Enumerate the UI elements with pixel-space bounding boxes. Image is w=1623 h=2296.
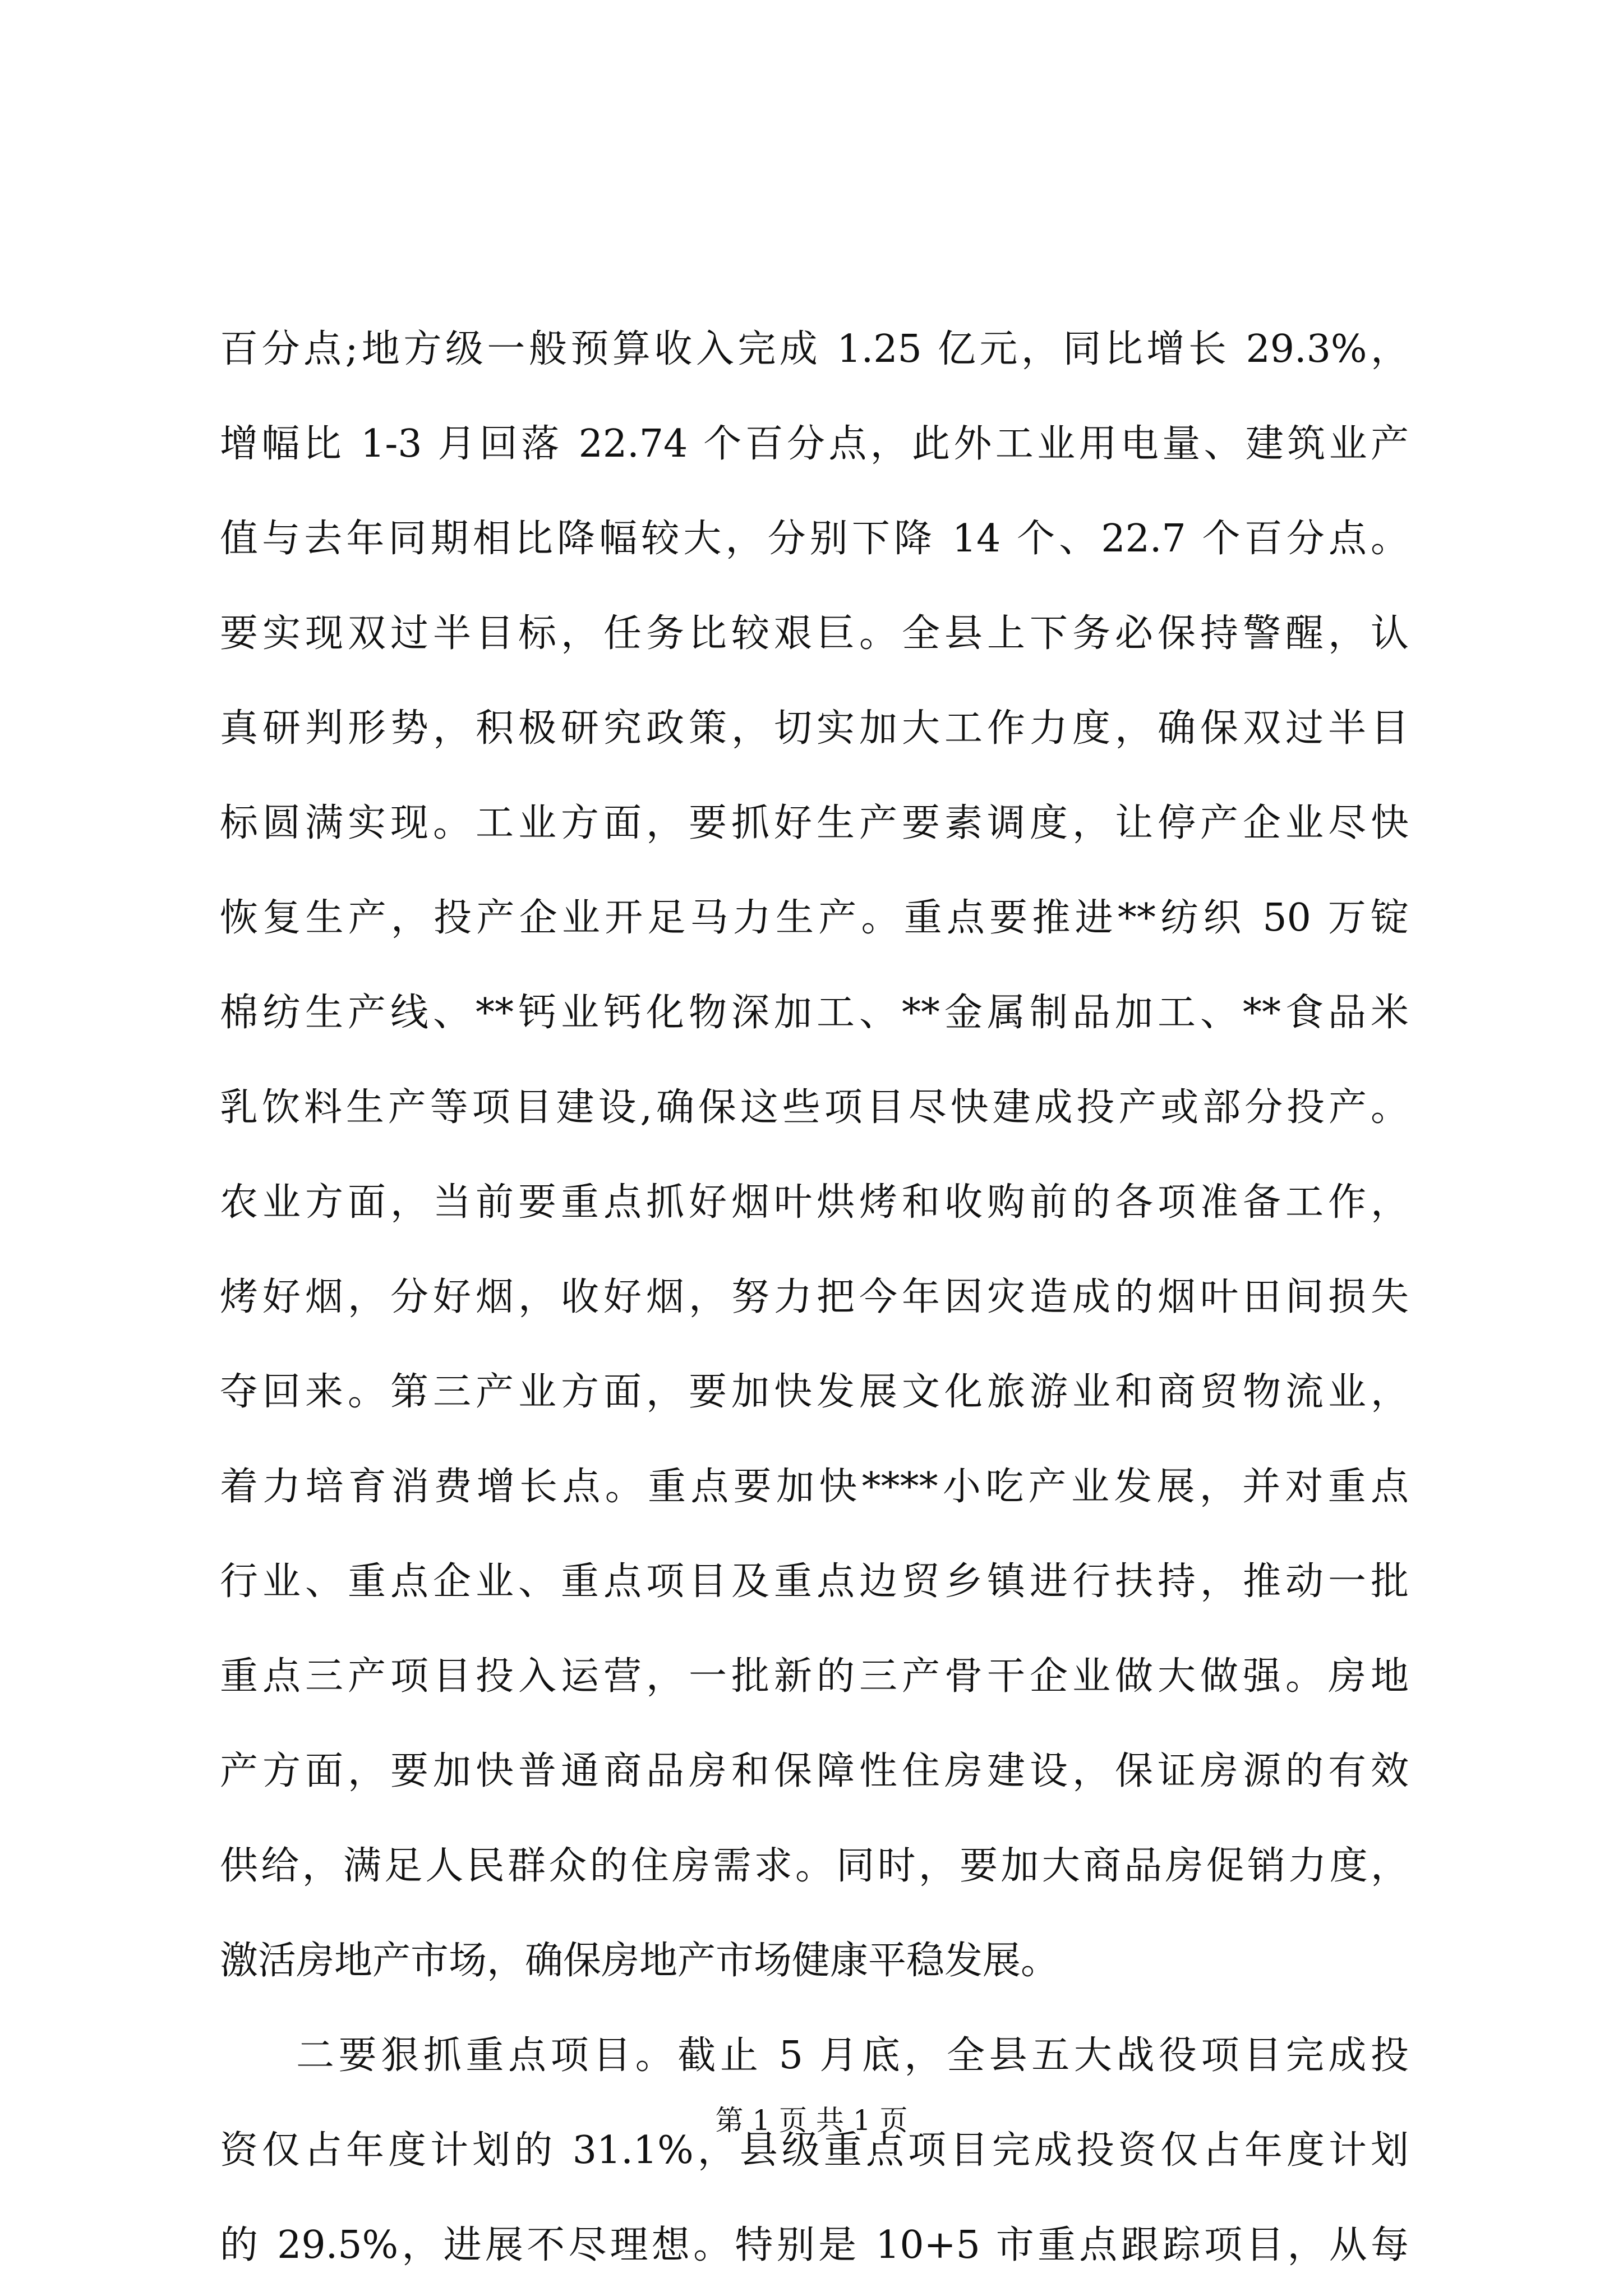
text-line: 农业方面，当前要重点抓好烟叶烘烤和收购前的各项准备工作， bbox=[220, 1180, 1409, 1225]
text-line: 资仅占年度计划的 31.1%，县级重点项目完成投资仅占年度计划 bbox=[220, 2128, 1409, 2173]
text-line: 增幅比 1-3 月回落 22.74 个百分点，此外工业用电量、建筑业产 bbox=[220, 422, 1409, 466]
text-line: 标圆满实现。工业方面，要抓好生产要素调度，让停产企业尽快 bbox=[220, 801, 1409, 845]
text-line: 行业、重点企业、重点项目及重点边贸乡镇进行扶持，推动一批 bbox=[220, 1559, 1409, 1604]
text-line: 重点三产项目投入运营，一批新的三产骨干企业做大做强。房地 bbox=[220, 1654, 1409, 1699]
text-line: 恢复生产，投产企业开足马力生产。重点要推进**纺织 50 万锭 bbox=[220, 896, 1409, 940]
text-line: 烤好烟，分好烟，收好烟，努力把今年因灾造成的烟叶田间损失 bbox=[220, 1275, 1409, 1319]
text-line: 值与去年同期相比降幅较大，分别下降 14 个、22.7 个百分点。 bbox=[220, 517, 1409, 561]
text-line: 产方面，要加快普通商品房和保障性住房建设，保证房源的有效 bbox=[220, 1749, 1409, 1793]
text-line: 二要狠抓重点项目。截止 5 月底，全县五大战役项目完成投 bbox=[296, 2033, 1409, 2078]
page-number-footer: 第 1 页 共 1 页 bbox=[715, 2104, 908, 2137]
text-line: 的 29.5%，进展不尽理想。特别是 10+5 市重点跟踪项目，从每 bbox=[220, 2223, 1409, 2267]
text-line: 百分点;地方级一般预算收入完成 1.25 亿元，同比增长 29.3%， bbox=[220, 327, 1409, 371]
text-line: 激活房地产市场，确保房地产市场健康平稳发展。 bbox=[220, 1939, 1059, 1983]
text-line: 真研判形势，积极研究政策，切实加大工作力度，确保双过半目 bbox=[220, 706, 1409, 751]
text-line: 棉纺生产线、**钙业钙化物深加工、**金属制品加工、**食品米 bbox=[220, 991, 1409, 1035]
text-line: 要实现双过半目标，任务比较艰巨。全县上下务必保持警醒，认 bbox=[220, 611, 1409, 656]
text-line: 着力培育消费增长点。重点要加快****小吃产业发展，并对重点 bbox=[220, 1465, 1409, 1509]
text-line: 供给，满足人民群众的住房需求。同时，要加大商品房促销力度， bbox=[220, 1844, 1409, 1888]
text-line: 夺回来。第三产业方面，要加快发展文化旅游业和商贸物流业， bbox=[220, 1370, 1409, 1414]
document-body bbox=[220, 302, 1409, 2293]
text-line: 乳饮料生产等项目建设,确保这些项目尽快建成投产或部分投产。 bbox=[220, 1085, 1409, 1130]
